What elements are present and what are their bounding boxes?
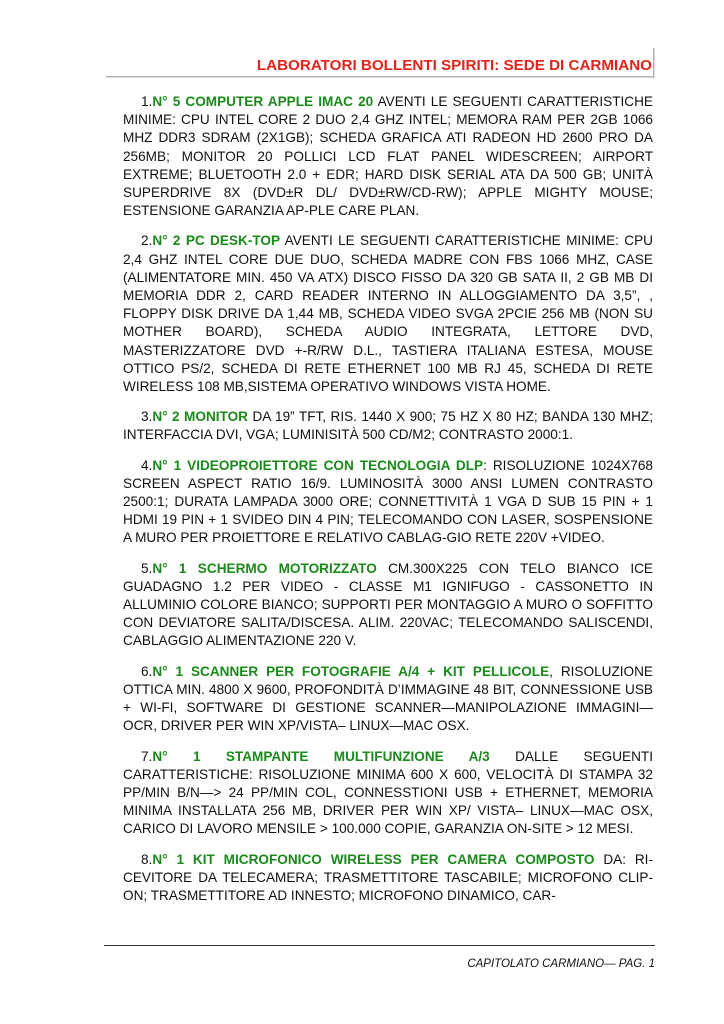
item-text: CM.300X225 CON TELO BIANCO ICE GUADAGNO 1.2 PER VIDEO - CLASSE M1 IGNIFUGO - CASSONETTO IN ALLUMINIO COLORE BIANCO; SUPPORTI PER MONTAGGIO A MURO O SOFFITTO CON DEVIATORE SALITA/DISCESA. ALIM. 220VAC; TELECOMANDO SALISCENDI, CABLAGGIO ALIMENTAZIONE 220 V.: [123, 560, 653, 649]
item-lead: N° 1 STAMPANTE MULTIFUNZIONE A/3: [152, 748, 490, 764]
item-text: RISOLUZIONE 1024X768 SCREEN ASPECT RATIO 16/9. LUMINOSITÀ 3000 ANSI LUMEN CONTRASTO 2500:1; DURATA LAMPADA 3000 ORE; CONNETTIVITÀ 1 VGA D SUB 15 PIN + 1 HDMI 19 PIN + 1 SVIDEO DIN 4 PIN; TELECOMANDO CON LASER, SOSPENSIONE A MURO PER PROIETTORE E RELATIVO CABLAG-GIO RETE 220V +VIDEO.: [123, 457, 653, 546]
list-item: [123, 851, 653, 906]
item-number: 2.: [141, 233, 153, 249]
page-title: LABORATORI BOLLENTI SPIRITI: SEDE DI CARMIANO: [256, 57, 652, 74]
header-rule: [106, 76, 655, 78]
item-number: 1.: [141, 94, 153, 109]
item-text: RISOLUZIONE OTTICA MIN. 4800 X 9600, PROFONDITÀ D’IMMAGINE 48 BIT, CONNESSIONE USB + WI-FI, SOFTWARE DI GESTIONE SCANNER—MANIPOLAZIONE IMMAGINI—OCR, DRIVER PER WIN XP/VISTA– LINUX—MAC OSX.: [123, 663, 653, 734]
list-item: [123, 93, 653, 220]
item-lead: N° 1 SCHERMO MOTORIZZATO: [152, 560, 377, 576]
item-text: AVENTI LE SEGUENTI CARATTERISTICHE MINIME: CPU INTEL CORE 2 DUO 2,4 GHZ INTEL; MEMORA RAM PER 2GB 1066 MHZ DDR3 SDRAM (2X1GB); SCHEDA GRAFICA ATI RADEON HD 2600 PRO DA 256MB; MONITOR 20 POLLICI LCD FLAT PANEL WIDESCREEN; AIRPORT EXTREME; BLUETOOTH 2.0 + EDR; HARD DISK SERIAL ATA DA 500 GB; UNITÀ SUPERDRIVE 8X (DVD±R DL/ DVD±RW/CD-RW); APPLE MIGHTY MOUSE; ESTENSIONE GARANZIA AP-PLE CARE PLAN.: [123, 94, 654, 219]
item-number: 4.: [141, 457, 153, 473]
item-text: AVENTI LE SEGUENTI CARATTERISTICHE MINIME: CPU 2,4 GHZ INTEL CORE DUE DUO, SCHEDA MADRE CON FBS 1066 MHZ, CASE (ALIMENTATORE MIN. 450 VA ATX) DISCO FISSO DA 320 GB SATA II, 2 GB MB DI MEMORIA DDR 2, CARD READER INTERNO IN ALLOGGIAMENTO DA 3,5”, , FLOPPY DISK DRIVE DA 1,44 MB, SCHEDA VIDEO SVGA 2PCIE 256 MB (NON SU MOTHER BOARD), SCHEDA AUDIO INTEGRATA, LETTORE DVD, MASTERIZZATORE DVD +-R/RW D.L., TASTIERA ITALIANA ESTESA, MOUSE OTTICO PS/2, SCHEDA DI RETE ETHERNET 100 MB RJ 45, SCHEDA DI RETE WIRELESS 108 MB,SISTEMA OPERATIVO WINDOWS VISTA HOME.: [123, 233, 653, 395]
list-item: [123, 457, 653, 548]
item-lead: N° 2 PC DESK-TOP: [152, 233, 281, 249]
item-text: DA 19” TFT, RIS. 1440 X 900; 75 HZ X 80 HZ; BANDA 130 MHZ; INTERFACCIA DVI, VGA; LUMINISITÀ 500 CD/M2; CONTRASTO 2000:1.: [123, 409, 653, 443]
item-number: 8.: [141, 851, 153, 867]
item-text: DALLE SEGUENTI CARATTERISTICHE: RISOLUZIONE MINIMA 600 X 600, VELOCITÀ DI STAMPA 32 PP/MIN B/N—> 24 PP/MIN COL, CONNESSTIONI USB + ETHERNET, MEMORIA MINIMA INSTALLATA 256 MB, DRIVER PER WIN XP/ VISTA– LINUX—MAC OSX, CARICO DI LAVORO MENSILE > 100.000 COPIE, GARANZIA ON-SITE > 12 MESI.: [123, 748, 653, 837]
item-lead: N° 1 KIT MICROFONICO WIRELESS PER CAMERA COMPOSTO: [152, 851, 595, 867]
list-item: [123, 232, 653, 396]
item-number: 7.: [141, 748, 153, 764]
item-lead: N° 5 COMPUTER APPLE IMAC 20: [152, 94, 374, 109]
header-rule-side: [653, 48, 655, 78]
list-item: [123, 560, 653, 651]
list-item: [123, 663, 653, 736]
item-lead: N° 1 VIDEOPROIETTORE CON TECNOLOGIA DLP: [152, 457, 484, 473]
footer-rule: [104, 945, 655, 946]
page-footer: CAPITOLATO CARMIANO— PAG. 1: [467, 958, 655, 970]
list-item: [123, 408, 653, 444]
item-number: 3.: [141, 409, 153, 425]
item-separator: ,: [549, 663, 553, 679]
list-item: [123, 748, 653, 839]
item-list: [123, 93, 653, 917]
item-number: 5.: [141, 560, 153, 576]
item-lead: N° 1 SCANNER PER FOTOGRAFIE A/4 + KIT PELLICOLE: [152, 663, 550, 679]
item-number: 6.: [141, 663, 153, 679]
item-text: DA: RI-CEVITORE DA TELECAMERA; TRASMETTITORE TASCABILE; MICROFONO CLIP-ON; TRASMETTITORE AD INNESTO; MICROFONO DINAMICO, CAR-: [123, 851, 653, 903]
item-separator: :: [483, 457, 487, 473]
item-lead: N° 2 MONITOR: [152, 409, 248, 425]
